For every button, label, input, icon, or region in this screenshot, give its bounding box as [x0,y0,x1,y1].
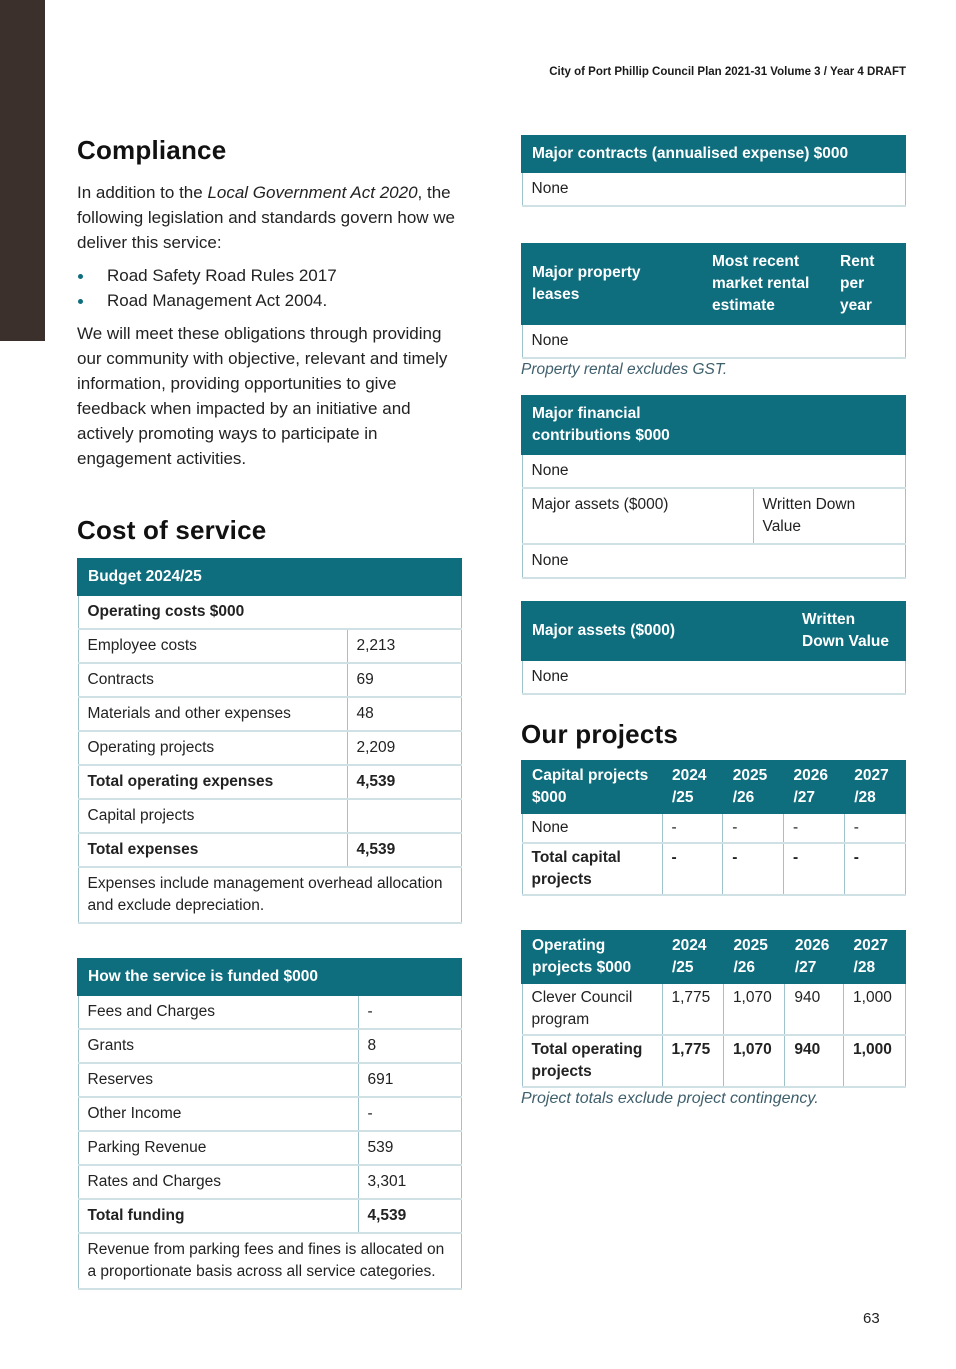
act-name: Local Government Act 2020 [207,183,418,202]
compliance-heading: Compliance [77,135,227,165]
operating-costs-label: Operating costs $000 [78,595,461,629]
financial-table [521,395,906,579]
assets-header: Major assets ($000) [522,602,792,660]
table-row: Contracts 69 [78,663,461,697]
assets-value: None [522,660,905,694]
table-row: Other Income - [78,1097,461,1131]
assets-col: Written Down Value [792,602,905,660]
table-row: Operating projects 2,209 [78,731,461,765]
table-row: Clever Council program 1,775 1,070 940 1,000 [522,983,905,1035]
capital-projects-table: Capital projects $000 2024 /25 2025 /26 2026 /27 2027 /28 None - - - - Total capital projects - - - - [521,760,906,896]
table-row: Total expenses 4,539 [78,833,461,867]
capital-header: Capital projects $000 [522,761,662,813]
right-column [521,135,906,1108]
table-row: Total operating projects 1,775 1,070 940 1,000 [522,1035,905,1087]
leases-table [521,243,906,359]
table-row: Employee costs 2,213 [78,629,461,663]
table-row: None - - - - [522,813,905,843]
leases-col-rent: Rent per year [830,244,905,324]
financial-assets-col: Written Down Value [753,488,905,544]
leases-col-property: Major property leases [522,244,702,324]
table-row: Total funding 4,539 [78,1199,461,1233]
table-row: Capital projects [78,799,461,833]
table-row: Materials and other expenses 48 [78,697,461,731]
table-row: Rates and Charges 3,301 [78,1165,461,1199]
operating-projects-table: Operating projects $000 2024 /25 2025 /26 2026 /27 2027 /28 Clever Council program 1,775 1,070 940 1,000 Total operating projects 1,775 1,070 940 1,000 [521,930,906,1088]
table-row: Total operating expenses 4,539 [78,765,461,799]
page-header: City of Port Phillip Council Plan 2021-31 Volume 3 / Year 4 DRAFT [549,66,906,78]
leases-note: Property rental excludes GST. [521,361,728,378]
table-row: Parking Revenue 539 [78,1131,461,1165]
bullet-icon [78,274,83,279]
contracts-value: None [522,172,905,206]
list-item: Road Management Act 2004. [77,288,462,313]
financial-value: None [522,454,905,488]
legislation-list [77,263,462,313]
list-item: Road Safety Road Rules 2017 [77,263,462,288]
page-number: 63 [863,1310,880,1327]
projects-note: Project totals exclude project contingency. [521,1090,819,1107]
table-row: Fees and Charges - [78,995,461,1029]
left-column [77,135,462,1290]
table-row: Total capital projects - - - - [522,843,905,895]
table-row: Grants 8 [78,1029,461,1063]
leases-col-estimate: Most recent market rental estimate [702,244,830,324]
compliance-intro: In addition to the Local Government Act 2020, the following legislation and standards govern how we deliver this service: [77,183,456,252]
cost-heading: Cost of service [77,515,267,545]
financial-assets-value: None [522,544,905,578]
funding-table [77,958,462,1290]
budget-footnote: Expenses include management overhead allocation and exclude depreciation. [78,867,461,923]
financial-assets-label: Major assets ($000) [522,488,753,544]
leases-value: None [522,324,905,358]
contracts-table [521,135,906,207]
compliance-closing: We will meet these obligations through providing our community with objective, relevant and timely information, providing opportunities to give feedback when impacted by an initiative and actively promoting ways to participate in engagement activities. [77,324,448,468]
assets-table [521,601,906,695]
funding-header: How the service is funded $000 [78,959,358,995]
decorative-side-bar [0,0,45,341]
operating-header: Operating projects $000 [522,931,662,983]
table-row: Reserves 691 [78,1063,461,1097]
projects-heading: Our projects [521,719,678,749]
financial-header: Major financial contributions $000 [522,396,753,454]
funding-footnote: Revenue from parking fees and fines is allocated on a proportionate basis across all service categories. [78,1233,461,1289]
bullet-icon [78,299,83,304]
budget-header: Budget 2024/25 [78,559,461,595]
budget-table [77,558,462,924]
contracts-header: Major contracts (annualised expense) $000 [522,136,905,172]
